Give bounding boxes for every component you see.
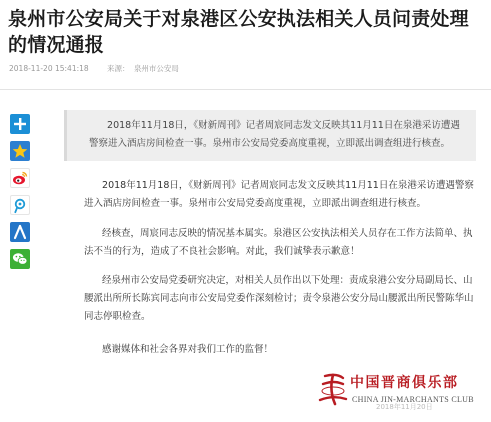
wechat-icon[interactable] bbox=[10, 249, 30, 269]
source-name: 泉州市公安局 bbox=[133, 64, 179, 73]
summary-quote-text: 2018年11月18日，《财新周刊》记者周宸同志发文反映其11月11日在泉港采访遭遇警察进入酒店房间检查一事。泉州市公安局党委高度重视，立即派出调查组进行核查。 bbox=[89, 120, 460, 149]
article-paragraph-3: 经泉州市公安局党委研究决定，对相关人员作出以下处理：责成泉港公安分局副局长、山腰派出所所长陈宾同志向市公安局党委作深刻检讨；责令泉港公安分局山腰派出所民警陈华山同志停职检查。 bbox=[84, 275, 474, 322]
watermark-date: 2018年11月20日 bbox=[376, 403, 433, 411]
share-bar bbox=[10, 114, 30, 276]
article-paragraph-1: 2018年11月18日，《财新周刊》记者周宸同志发文反映其11月11日在泉港采访遭遇警察进入酒店房间检查一事。泉州市公安局党委高度重视，立即派出调查组进行核查。 bbox=[84, 180, 474, 209]
article-meta bbox=[9, 63, 179, 74]
source-label: 来源： bbox=[107, 64, 130, 73]
qzone-icon[interactable] bbox=[10, 141, 30, 161]
summary-quote bbox=[64, 110, 476, 161]
renren-icon[interactable] bbox=[10, 222, 30, 242]
article-title: 泉州市公安局关于对泉港区公安执法相关人员问责处理的情况通报 bbox=[8, 8, 469, 56]
club-logo-icon bbox=[316, 370, 350, 408]
weibo-icon[interactable] bbox=[10, 168, 30, 188]
publish-date: 2018-11-20 15:41:18 bbox=[9, 64, 89, 73]
tencent-weibo-icon[interactable] bbox=[10, 195, 30, 215]
watermark bbox=[316, 370, 488, 414]
article-paragraph-2: 经核查，周宸同志反映的情况基本属实。泉港区公安执法相关人员存在工作方法简单、执法不当的行为，造成了不良社会影响。对此，我们诚挚表示歉意！ bbox=[84, 228, 473, 257]
article-paragraph-4: 感谢媒体和社会各界对我们工作的监督！ bbox=[102, 344, 274, 355]
header-divider bbox=[0, 89, 491, 90]
watermark-chinese: 中国晋商俱乐部 bbox=[350, 375, 459, 391]
watermark-english: CHINA JIN-MARCHANTS CLUB bbox=[352, 395, 474, 404]
add-icon[interactable] bbox=[10, 114, 30, 134]
